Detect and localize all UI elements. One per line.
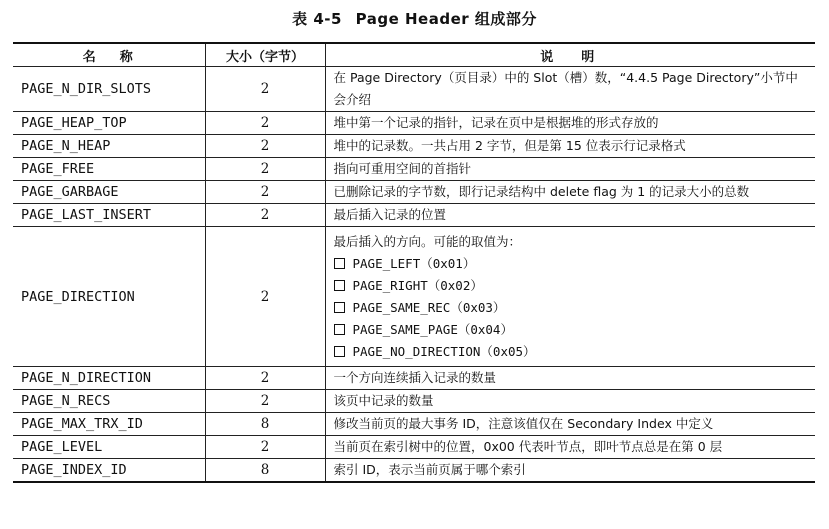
option-text: PAGE_NO_DIRECTION（0x05） — [352, 343, 536, 359]
field-size: 2 — [205, 135, 325, 158]
checkbox-bullet-icon — [334, 258, 345, 269]
field-size: 8 — [205, 459, 325, 483]
field-description: 最后插入记录的位置 — [325, 204, 815, 227]
field-size: 2 — [205, 436, 325, 459]
table-row — [13, 367, 815, 390]
field-size: 8 — [205, 413, 325, 436]
header-row — [13, 43, 815, 67]
field-name: PAGE_N_RECS — [13, 390, 205, 413]
field-description: 索引 ID，表示当前页属于哪个索引 — [325, 459, 815, 483]
field-name: PAGE_INDEX_ID — [13, 459, 205, 483]
field-description: 在 Page Directory（页目录）中的 Slot（槽）数，“4.4.5 Page Directory”小节中会介绍 — [325, 67, 815, 112]
page-header-table — [13, 42, 815, 483]
field-size: 2 — [205, 112, 325, 135]
field-size: 2 — [205, 204, 325, 227]
column-header-name: 名称 — [13, 43, 205, 67]
option-text: PAGE_LEFT（0x01） — [352, 255, 476, 271]
field-name: PAGE_LAST_INSERT — [13, 204, 205, 227]
field-description: 指向可重用空间的首指针 — [325, 158, 815, 181]
field-name: PAGE_FREE — [13, 158, 205, 181]
checkbox-bullet-icon — [334, 280, 345, 291]
table-row — [13, 459, 815, 483]
field-description: 当前页在索引树中的位置，0x00 代表叶节点，即叶节点总是在第 0 层 — [325, 436, 815, 459]
table-row — [13, 204, 815, 227]
table-row — [13, 436, 815, 459]
table-row — [13, 158, 815, 181]
list-item — [334, 275, 808, 297]
field-description: 已删除记录的字节数，即行记录结构中 delete flag 为 1 的记录大小的总数 — [325, 181, 815, 204]
column-header-size: 大小（字节） — [205, 43, 325, 67]
field-size: 2 — [205, 67, 325, 112]
option-text: PAGE_SAME_PAGE（0x04） — [352, 321, 513, 337]
field-description: 堆中第一个记录的指针，记录在页中是根据堆的形式存放的 — [325, 112, 815, 135]
table-number: 表 4-5 — [292, 10, 342, 28]
direction-options — [334, 253, 808, 363]
field-description: 一个方向连续插入记录的数量 — [325, 367, 815, 390]
field-name: PAGE_DIRECTION — [13, 227, 205, 367]
field-name: PAGE_GARBAGE — [13, 181, 205, 204]
list-item — [334, 341, 808, 363]
field-name: PAGE_N_DIRECTION — [13, 367, 205, 390]
field-size: 2 — [205, 227, 325, 367]
field-name: PAGE_N_HEAP — [13, 135, 205, 158]
field-description: 最后插入的方向。可能的取值为： — [333, 233, 522, 249]
table-row — [13, 112, 815, 135]
field-description-direction — [325, 227, 815, 367]
field-description: 该页中记录的数量 — [325, 390, 815, 413]
field-size: 2 — [205, 181, 325, 204]
checkbox-bullet-icon — [334, 302, 345, 313]
field-name: PAGE_MAX_TRX_ID — [13, 413, 205, 436]
field-name: PAGE_N_DIR_SLOTS — [13, 67, 205, 112]
list-item — [334, 253, 808, 275]
table-row — [13, 227, 815, 367]
field-size: 2 — [205, 390, 325, 413]
field-description: 修改当前页的最大事务 ID，注意该值仅在 Secondary Index 中定义 — [325, 413, 815, 436]
field-name: PAGE_LEVEL — [13, 436, 205, 459]
table-row — [13, 67, 815, 112]
list-item — [334, 319, 808, 341]
table-row — [13, 390, 815, 413]
checkbox-bullet-icon — [334, 346, 345, 357]
column-header-description: 说明 — [325, 43, 815, 67]
option-text: PAGE_SAME_REC（0x03） — [352, 299, 506, 315]
checkbox-bullet-icon — [334, 324, 345, 335]
table-row — [13, 181, 815, 204]
field-size: 2 — [205, 367, 325, 390]
field-size: 2 — [205, 158, 325, 181]
option-text: PAGE_RIGHT（0x02） — [352, 277, 483, 293]
list-item — [334, 297, 808, 319]
field-name: PAGE_HEAP_TOP — [13, 112, 205, 135]
table-row — [13, 413, 815, 436]
field-description: 堆中的记录数。一共占用 2 字节，但是第 15 位表示行记录格式 — [325, 135, 815, 158]
table-title: Page Header 组成部分 — [355, 10, 537, 28]
table-row — [13, 135, 815, 158]
table-caption — [0, 8, 829, 29]
